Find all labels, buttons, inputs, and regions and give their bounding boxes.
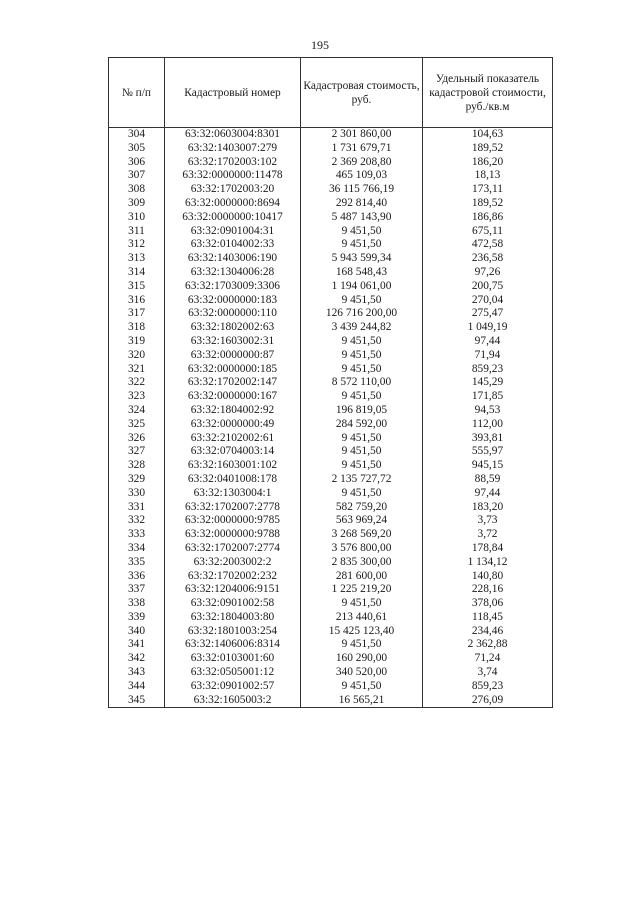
- cell-cadastral-value: 5 943 599,34: [301, 252, 423, 266]
- cell-cadastral-value: 9 451,50: [301, 432, 423, 446]
- cell-specific-indicator: 675,11: [423, 225, 553, 239]
- cell-cadastral-value: 160 290,00: [301, 652, 423, 666]
- cell-cadastral-value: 9 451,50: [301, 335, 423, 349]
- cell-cadastral-number: 63:32:1802002:63: [165, 321, 301, 335]
- table-row: [109, 487, 553, 501]
- cell-num: 328: [109, 459, 165, 473]
- table-row: [109, 197, 553, 211]
- cell-specific-indicator: 186,86: [423, 211, 553, 225]
- cell-cadastral-number: 63:32:0000000:49: [165, 418, 301, 432]
- cell-specific-indicator: 3,72: [423, 528, 553, 542]
- cell-num: 312: [109, 238, 165, 252]
- cell-num: 307: [109, 169, 165, 183]
- cell-cadastral-value: 2 835 300,00: [301, 556, 423, 570]
- cell-specific-indicator: 186,20: [423, 156, 553, 170]
- cell-num: 335: [109, 556, 165, 570]
- cell-specific-indicator: 1 134,12: [423, 556, 553, 570]
- cell-specific-indicator: 178,84: [423, 542, 553, 556]
- cell-cadastral-value: 1 731 679,71: [301, 142, 423, 156]
- cell-cadastral-value: 1 194 061,00: [301, 280, 423, 294]
- cell-specific-indicator: 3,73: [423, 514, 553, 528]
- table-header: [109, 58, 553, 128]
- cell-cadastral-number: 63:32:1702007:2778: [165, 501, 301, 515]
- cell-cadastral-number: 63:32:2102002:61: [165, 432, 301, 446]
- cell-cadastral-value: 9 451,50: [301, 294, 423, 308]
- cell-cadastral-value: 340 520,00: [301, 666, 423, 680]
- cell-num: 320: [109, 349, 165, 363]
- table-row: [109, 611, 553, 625]
- cell-specific-indicator: 97,44: [423, 335, 553, 349]
- cell-specific-indicator: 472,58: [423, 238, 553, 252]
- cell-num: 330: [109, 487, 165, 501]
- cell-cadastral-value: 1 225 219,20: [301, 583, 423, 597]
- cell-cadastral-value: 9 451,50: [301, 349, 423, 363]
- cell-num: 309: [109, 197, 165, 211]
- cell-specific-indicator: 118,45: [423, 611, 553, 625]
- cell-cadastral-number: 63:32:1702003:20: [165, 183, 301, 197]
- cell-cadastral-number: 63:32:2003002:2: [165, 556, 301, 570]
- cell-cadastral-value: 9 451,50: [301, 238, 423, 252]
- cell-cadastral-number: 63:32:0000000:10417: [165, 211, 301, 225]
- cell-cadastral-number: 63:32:1605003:2: [165, 694, 301, 708]
- cell-cadastral-value: 196 819,05: [301, 404, 423, 418]
- cell-cadastral-value: 465 109,03: [301, 169, 423, 183]
- cell-specific-indicator: 276,09: [423, 694, 553, 708]
- cell-cadastral-number: 63:32:0505001:12: [165, 666, 301, 680]
- cell-specific-indicator: 236,58: [423, 252, 553, 266]
- cell-num: 317: [109, 307, 165, 321]
- cell-cadastral-value: 9 451,50: [301, 638, 423, 652]
- cell-specific-indicator: 145,29: [423, 376, 553, 390]
- table-row: [109, 225, 553, 239]
- cell-specific-indicator: 189,52: [423, 197, 553, 211]
- table-row: [109, 349, 553, 363]
- cell-cadastral-number: 63:32:0000000:167: [165, 390, 301, 404]
- cell-specific-indicator: 173,11: [423, 183, 553, 197]
- table-row: [109, 266, 553, 280]
- cell-num: 305: [109, 142, 165, 156]
- cell-num: 322: [109, 376, 165, 390]
- cell-cadastral-number: 63:32:0901002:57: [165, 680, 301, 694]
- header-row: [109, 58, 553, 128]
- cell-specific-indicator: 859,23: [423, 363, 553, 377]
- cell-cadastral-value: 9 451,50: [301, 363, 423, 377]
- cell-cadastral-number: 63:32:0401008:178: [165, 473, 301, 487]
- cell-specific-indicator: 555,97: [423, 445, 553, 459]
- table-row: [109, 638, 553, 652]
- cell-cadastral-value: 292 814,40: [301, 197, 423, 211]
- cell-specific-indicator: 228,16: [423, 583, 553, 597]
- cell-num: 326: [109, 432, 165, 446]
- cell-cadastral-value: 9 451,50: [301, 445, 423, 459]
- cell-specific-indicator: 140,80: [423, 570, 553, 584]
- cell-cadastral-value: 126 716 200,00: [301, 307, 423, 321]
- cadastral-table: [108, 57, 553, 708]
- cell-specific-indicator: 189,52: [423, 142, 553, 156]
- table-row: [109, 694, 553, 708]
- cell-cadastral-number: 63:32:1304006:28: [165, 266, 301, 280]
- cell-cadastral-number: 63:32:1204006:9151: [165, 583, 301, 597]
- table-row: [109, 128, 553, 142]
- table-row: [109, 363, 553, 377]
- cell-num: 339: [109, 611, 165, 625]
- cell-specific-indicator: 18,13: [423, 169, 553, 183]
- cell-num: 332: [109, 514, 165, 528]
- table-row: [109, 321, 553, 335]
- cell-cadastral-number: 63:32:1703009:3306: [165, 280, 301, 294]
- table-row: [109, 473, 553, 487]
- cell-cadastral-value: 3 439 244,82: [301, 321, 423, 335]
- cell-cadastral-number: 63:32:0000000:87: [165, 349, 301, 363]
- cell-specific-indicator: 94,53: [423, 404, 553, 418]
- cell-specific-indicator: 1 049,19: [423, 321, 553, 335]
- cell-num: 325: [109, 418, 165, 432]
- cell-cadastral-number: 63:32:1702002:232: [165, 570, 301, 584]
- cell-cadastral-value: 8 572 110,00: [301, 376, 423, 390]
- cell-cadastral-value: 168 548,43: [301, 266, 423, 280]
- cell-cadastral-value: 2 135 727,72: [301, 473, 423, 487]
- cell-cadastral-number: 63:32:1804002:92: [165, 404, 301, 418]
- cell-specific-indicator: 171,85: [423, 390, 553, 404]
- cell-num: 344: [109, 680, 165, 694]
- cell-cadastral-number: 63:32:0104002:33: [165, 238, 301, 252]
- cell-num: 323: [109, 390, 165, 404]
- cell-cadastral-value: 9 451,50: [301, 459, 423, 473]
- table-row: [109, 501, 553, 515]
- cell-num: 324: [109, 404, 165, 418]
- cell-cadastral-value: 9 451,50: [301, 597, 423, 611]
- table-row: [109, 583, 553, 597]
- table-row: [109, 169, 553, 183]
- cell-num: 338: [109, 597, 165, 611]
- cell-cadastral-value: 213 440,61: [301, 611, 423, 625]
- cell-num: 333: [109, 528, 165, 542]
- cell-num: 329: [109, 473, 165, 487]
- table-row: [109, 445, 553, 459]
- cell-cadastral-number: 63:32:1603002:31: [165, 335, 301, 349]
- cell-cadastral-value: 16 565,21: [301, 694, 423, 708]
- cell-specific-indicator: 97,44: [423, 487, 553, 501]
- cell-cadastral-number: 63:32:1403006:190: [165, 252, 301, 266]
- cell-cadastral-number: 63:32:0000000:8694: [165, 197, 301, 211]
- cell-num: 343: [109, 666, 165, 680]
- cell-cadastral-value: 9 451,50: [301, 390, 423, 404]
- cell-specific-indicator: 275,47: [423, 307, 553, 321]
- table-row: [109, 459, 553, 473]
- cell-num: 315: [109, 280, 165, 294]
- cell-cadastral-number: 63:32:1801003:254: [165, 625, 301, 639]
- cell-num: 319: [109, 335, 165, 349]
- cell-num: 340: [109, 625, 165, 639]
- table-row: [109, 418, 553, 432]
- table-row: [109, 307, 553, 321]
- table-row: [109, 390, 553, 404]
- cell-cadastral-value: 3 576 800,00: [301, 542, 423, 556]
- table-row: [109, 432, 553, 446]
- cell-specific-indicator: 945,15: [423, 459, 553, 473]
- cell-specific-indicator: 3,74: [423, 666, 553, 680]
- table-row: [109, 625, 553, 639]
- table-row: [109, 514, 553, 528]
- table-row: [109, 404, 553, 418]
- cell-num: 327: [109, 445, 165, 459]
- cell-cadastral-value: 36 115 766,19: [301, 183, 423, 197]
- cell-specific-indicator: 112,00: [423, 418, 553, 432]
- header-specific-indicator: Удельный показатель кадастровой стоимости, руб./кв.м: [423, 58, 553, 128]
- cell-num: 337: [109, 583, 165, 597]
- cell-num: 304: [109, 128, 165, 142]
- cell-cadastral-number: 63:32:0901002:58: [165, 597, 301, 611]
- cell-cadastral-value: 2 301 860,00: [301, 128, 423, 142]
- cell-specific-indicator: 104,63: [423, 128, 553, 142]
- cell-cadastral-value: 281 600,00: [301, 570, 423, 584]
- table-body: [109, 128, 553, 708]
- table-row: [109, 238, 553, 252]
- cell-cadastral-number: 63:32:0000000:9788: [165, 528, 301, 542]
- cell-specific-indicator: 71,24: [423, 652, 553, 666]
- table-row: [109, 556, 553, 570]
- cell-specific-indicator: 270,04: [423, 294, 553, 308]
- table-row: [109, 294, 553, 308]
- cell-cadastral-number: 63:32:0000000:110: [165, 307, 301, 321]
- cell-specific-indicator: 97,26: [423, 266, 553, 280]
- cell-cadastral-number: 63:32:1702007:2774: [165, 542, 301, 556]
- page-number: 195: [311, 38, 329, 52]
- cell-cadastral-number: 63:32:0000000:183: [165, 294, 301, 308]
- cell-cadastral-number: 63:32:0000000:9785: [165, 514, 301, 528]
- cell-specific-indicator: 200,75: [423, 280, 553, 294]
- cell-cadastral-value: 9 451,50: [301, 225, 423, 239]
- table-row: [109, 252, 553, 266]
- cell-cadastral-number: 63:32:1702003:102: [165, 156, 301, 170]
- cell-num: 308: [109, 183, 165, 197]
- table-row: [109, 376, 553, 390]
- cell-cadastral-value: 15 425 123,40: [301, 625, 423, 639]
- table-row: [109, 542, 553, 556]
- cell-num: 316: [109, 294, 165, 308]
- table-row: [109, 570, 553, 584]
- cell-num: 311: [109, 225, 165, 239]
- cell-num: 306: [109, 156, 165, 170]
- cell-cadastral-number: 63:32:0901004:31: [165, 225, 301, 239]
- cell-num: 345: [109, 694, 165, 708]
- cell-cadastral-number: 63:32:0000000:11478: [165, 169, 301, 183]
- cell-cadastral-number: 63:32:0704003:14: [165, 445, 301, 459]
- cell-cadastral-number: 63:32:1406006:8314: [165, 638, 301, 652]
- cell-cadastral-number: 63:32:1403007:279: [165, 142, 301, 156]
- cell-specific-indicator: 234,46: [423, 625, 553, 639]
- cell-cadastral-value: 563 969,24: [301, 514, 423, 528]
- cell-cadastral-value: 2 369 208,80: [301, 156, 423, 170]
- cell-cadastral-number: 63:32:0103001:60: [165, 652, 301, 666]
- cell-cadastral-value: 582 759,20: [301, 501, 423, 515]
- cell-cadastral-number: 63:32:0603004:8301: [165, 128, 301, 142]
- cell-num: 314: [109, 266, 165, 280]
- cell-cadastral-number: 63:32:0000000:185: [165, 363, 301, 377]
- table-row: [109, 335, 553, 349]
- table-row: [109, 211, 553, 225]
- cell-cadastral-value: 9 451,50: [301, 487, 423, 501]
- table-row: [109, 280, 553, 294]
- header-cadastral-number: Кадастровый номер: [165, 58, 301, 128]
- cell-cadastral-number: 63:32:1702002:147: [165, 376, 301, 390]
- cell-cadastral-number: 63:32:1303004:1: [165, 487, 301, 501]
- cell-cadastral-number: 63:32:1603001:102: [165, 459, 301, 473]
- cell-specific-indicator: 859,23: [423, 680, 553, 694]
- cell-cadastral-number: 63:32:1804003:80: [165, 611, 301, 625]
- cell-cadastral-value: 9 451,50: [301, 680, 423, 694]
- table-row: [109, 142, 553, 156]
- cell-specific-indicator: 88,59: [423, 473, 553, 487]
- table-row: [109, 666, 553, 680]
- table-row: [109, 156, 553, 170]
- cell-num: 310: [109, 211, 165, 225]
- cell-num: 313: [109, 252, 165, 266]
- cell-specific-indicator: 71,94: [423, 349, 553, 363]
- cell-num: 342: [109, 652, 165, 666]
- cell-cadastral-value: 3 268 569,20: [301, 528, 423, 542]
- table-row: [109, 597, 553, 611]
- header-num: № п/п: [109, 58, 165, 128]
- table-row: [109, 183, 553, 197]
- cell-specific-indicator: 393,81: [423, 432, 553, 446]
- cell-cadastral-value: 284 592,00: [301, 418, 423, 432]
- cell-num: 331: [109, 501, 165, 515]
- cell-num: 334: [109, 542, 165, 556]
- table-row: [109, 652, 553, 666]
- cell-num: 336: [109, 570, 165, 584]
- cell-num: 318: [109, 321, 165, 335]
- cell-num: 321: [109, 363, 165, 377]
- cell-specific-indicator: 2 362,88: [423, 638, 553, 652]
- cell-num: 341: [109, 638, 165, 652]
- header-cadastral-value: Кадастровая стоимость, руб.: [301, 58, 423, 128]
- table-row: [109, 528, 553, 542]
- cell-specific-indicator: 378,06: [423, 597, 553, 611]
- cell-specific-indicator: 183,20: [423, 501, 553, 515]
- table-row: [109, 680, 553, 694]
- cell-cadastral-value: 5 487 143,90: [301, 211, 423, 225]
